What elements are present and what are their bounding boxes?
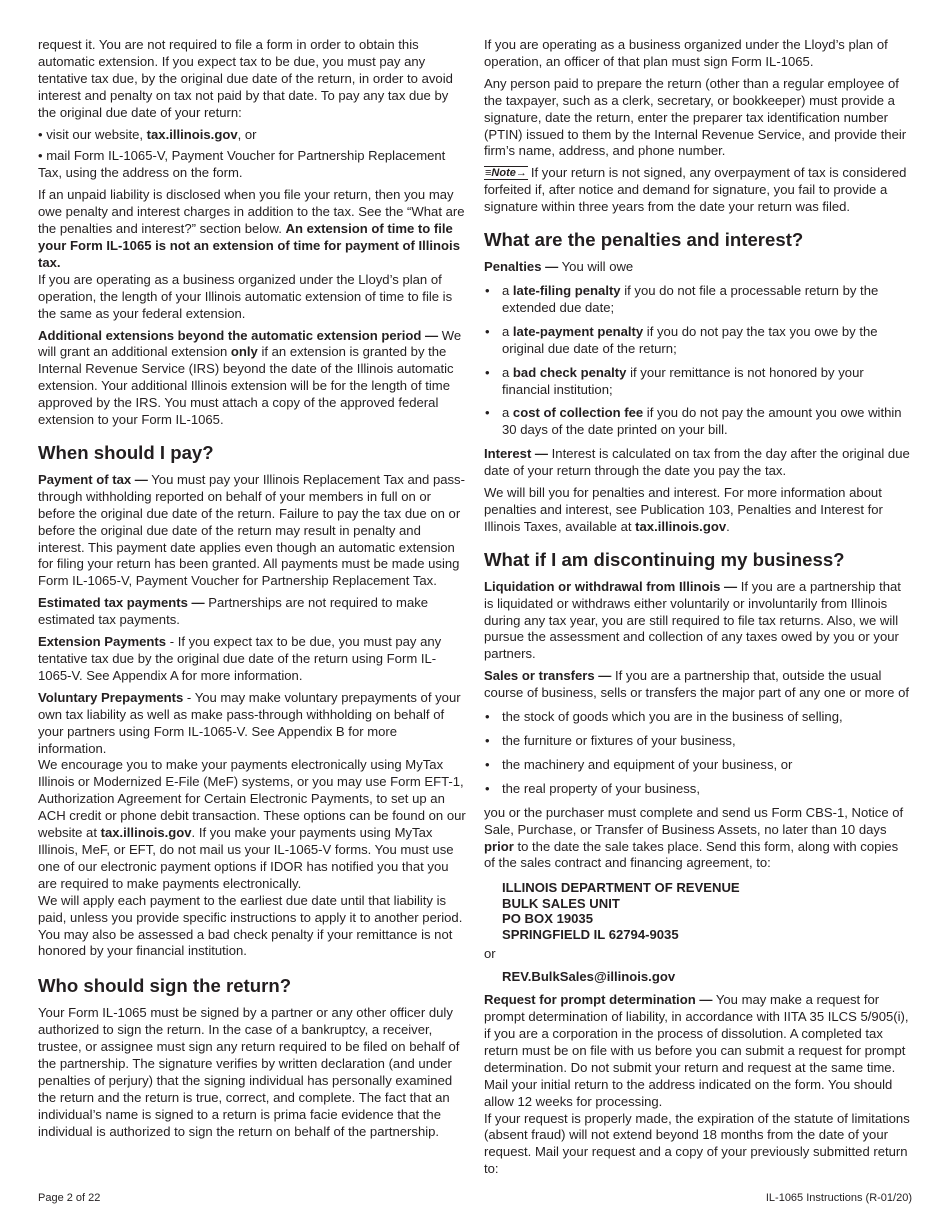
bullet-text: a (502, 323, 513, 339)
penalties-intro (484, 259, 912, 276)
paragraph-text: If you are a partnership that, outside the usual course of business, sells or transfers the major part of any one or more of (484, 668, 910, 701)
address-line: PO BOX 19035 (502, 911, 593, 927)
bullet-text: a (502, 282, 513, 298)
page-number: Page 2 of 22 (38, 1192, 101, 1204)
address-line: BULK SALES UNIT (502, 895, 620, 911)
list-item: • the machinery and equipment of your business, or (484, 757, 912, 774)
bullet-text: visit our website, (46, 126, 147, 142)
paragraph-text: Interest is calculated on tax from the day after the original due date of your return through the date you pay the tax. (484, 446, 910, 479)
or-text: or (484, 946, 496, 962)
website-link[interactable]: tax.illinois.gov (100, 825, 192, 841)
lloyds-sign-paragraph: If you are operating as a business organized under the Lloyd’s plan of operation, an officer of that plan must sign Form IL-1065. (484, 37, 888, 69)
bullet-text: if you do not pay the amount you owe within 30 days of the date printed on your bill. (502, 405, 902, 438)
section-heading-penalties: What are the penalties and interest? (484, 229, 804, 251)
left-column (38, 37, 466, 1146)
paragraph-text: We encourage you to make your payments electronically using MyTax Illinois or Modernized E-File (MeF) systems, or you may use Form EFT-1, Authorization Agreement for Certain Electronic Payments, to set up an ACH credit or phone debit transaction. These options can be found on our website at (38, 757, 466, 841)
statute-paragraph: If your request is properly made, the expiration of the statute of limitations (absent fraud) will not extend beyond 18 months from the date of your request. Mail your request and a copy of your previously submitted return to: (484, 1110, 910, 1177)
paragraph-bold-text: An extension of time to file your Form IL-1065 is not an extension of time for payment of Illinois tax. (38, 221, 460, 270)
voluntary-prepayments-paragraph (38, 690, 466, 758)
paragraph-bold-text: Interest — (484, 446, 549, 462)
bulk-sales-email-link[interactable]: REV.BulkSales@illinois.gov (502, 969, 676, 985)
list-item: • mail Form IL-1065-V, Payment Voucher for Partnership Replacement Tax, using the address on the form. (38, 148, 446, 181)
note-label: Note (491, 167, 516, 180)
bullet-bold-text: late-payment penalty (512, 323, 644, 339)
sales-transfers-paragraph (484, 668, 912, 702)
paragraph-bold-text: Request for prompt determination — (484, 992, 713, 1008)
liquidation-paragraph (484, 579, 912, 664)
paragraph-text: - You may make voluntary prepayments of your own tax liability as well as make pass-through withholding on behalf of your partners using Form IL-1065-V. See Appendix B for more information. (38, 689, 461, 756)
section-heading-who-sign: Who should sign the return? (38, 975, 292, 997)
paragraph-text: . (726, 518, 730, 534)
paragraph-text: You must pay your Illinois Replacement Tax and pass-through withholding reported on behalf of your members in full on or before the original due date of the return. Failure to pay the tax due on or before the original due date of the return may result in penalty and interest. This payment date applies even though an automatic extension for filing your return has been granted. All payments must be made using Form IL-1065-V, Payment Voucher for Partnership Replacement Tax. (38, 471, 465, 589)
document-id: IL-1065 Instructions (R-01/20) (765, 1192, 912, 1204)
paragraph-text: If your return is not signed, any overpayment of tax is considered forfeited if, after notice and demand for signature, you fail to provide a signature within three years from the date your return was filed. (484, 165, 907, 215)
paragraph-text: if an extension is granted by the Internal Revenue Service (IRS) beyond the date of the Illinois automatic extension. Your additional Illinois extension will be for the length of time approved by the IRS. You must attach a copy of the approved federal extension to your Form IL-1065. (38, 344, 454, 428)
paragraph-bold-text: Sales or transfers — (484, 668, 612, 684)
paragraph-text: . If you make your payments using MyTax Illinois, MeF, or EFT, do not mail us your IL-1065-V forms. You must use one of our electronic payment options if IDOR has notified you that you are required to make payments electronically. (38, 825, 454, 891)
list-item (484, 324, 912, 358)
section-heading-when-pay: When should I pay? (38, 441, 214, 463)
bullet-text: a (502, 405, 513, 421)
paragraph-text: - If you expect tax to be due, you must pay any tentative tax due by the original due date of the return using Form IL-1065-V. See Appendix A for more information. (38, 634, 442, 683)
bullet-text: a (502, 364, 513, 380)
paragraph-text: If you are a partnership that is liquidated or withdraws either voluntarily or involuntarily from Illinois during any tax year, you are still required to file tax returns. Also, we will pursue the assessment and collection of any taxes owed by you or your partners. (484, 578, 901, 662)
paragraph-bold-text: Extension Payments (38, 634, 167, 650)
paragraph-bold-text: Voluntary Prepayments (38, 689, 184, 705)
prompt-determination-paragraph (484, 992, 912, 1110)
note-icon: ≡Note→ (485, 167, 527, 180)
bullet-bold-text: bad check penalty (512, 364, 627, 380)
paragraph-text: We will bill you for penalties and interest. For more information about penalties and interest, see Publication 103, Penalties and Interest for Illinois Taxes, available at (484, 485, 883, 534)
paragraph-text: Partnerships are not required to make estimated tax payments. (38, 595, 429, 628)
preparer-paragraph: Any person paid to prepare the return (other than a regular employee of the taxpayer, such as a clerk, secretary, or bookkeeper) must provide a signature, date the return, enter the preparer tax identification number (PTIN) issued to them by the Internal Revenue Service, and provide their firm’s name, address, and phone number. (484, 75, 907, 159)
electronic-payments-paragraph (38, 757, 466, 892)
address-line: ILLINOIS DEPARTMENT OF REVENUE (502, 880, 740, 896)
paragraph-bold-text: Payment of tax — (38, 471, 148, 487)
list-item: • the real property of your business, (484, 781, 912, 798)
paragraph-text: You will owe (558, 259, 634, 275)
bullet-bold-text: cost of collection fee (512, 405, 644, 421)
bullet-text: mail Form IL-1065-V, Payment Voucher for Partnership Replacement Tax, using the address on the form. (38, 148, 446, 181)
bullet-bold-text: late-filing penalty (512, 282, 621, 298)
paragraph-bold-text: Estimated tax payments — (38, 595, 205, 611)
list-item (484, 405, 912, 439)
note-paragraph (484, 165, 912, 216)
cbs-form-paragraph (484, 805, 912, 873)
paragraph-bold-text: Liquidation or withdrawal from Illinois — (484, 578, 738, 594)
paragraph-text: you or the purchaser must complete and send us Form CBS-1, Notice of Sale, Purchase, or Transfer of Business Assets, no later than 10 days (484, 804, 904, 837)
bullet-text: if you do not file a processable return by the extended due date; (502, 282, 879, 315)
additional-extensions-paragraph (38, 328, 466, 429)
paragraph-text: to the date the sale takes place. Send this form, along with copies of the sales contract and financing agreement, to: (484, 838, 899, 871)
bullet-text: , or (237, 126, 257, 142)
list-item (484, 283, 912, 317)
lloyds-extension-paragraph: If you are operating as a business organized under the Lloyd’s plan of operation, the length of your Illinois automatic extension of time to file is the same as your federal extension. (38, 271, 453, 321)
bullet-text: if you do not pay the tax you owe by the original due date of the return; (502, 323, 878, 356)
payment-of-tax-paragraph (38, 472, 466, 590)
paragraph-bold-text: Penalties — (484, 259, 559, 275)
unpaid-liability-paragraph (38, 187, 466, 272)
address-line: SPRINGFIELD IL 62794-9035 (502, 926, 679, 942)
apply-payment-paragraph: We will apply each payment to the earliest due date until that liability is paid, unless you provide specific instructions to apply it to another period. You may also be assessed a bad check penalty if your remittance is not honored by your financial institution. (38, 892, 463, 959)
list-item: • the stock of goods which you are in the business of selling, (484, 709, 912, 726)
bullet-text: if your remittance is not honored by your financial institution; (502, 364, 864, 397)
estimated-payments-paragraph (38, 595, 466, 629)
paragraph-text: If an unpaid liability is disclosed when you file your return, then you may owe penalty and interest charges in addition to the tax. See the “What are the penalties and interest?” section below. (38, 187, 465, 237)
extension-payments-paragraph (38, 634, 466, 685)
billing-paragraph (484, 485, 912, 536)
mailing-address (502, 880, 912, 942)
paragraph-bold-text: Additional extensions beyond the automatic extension period — (38, 327, 439, 343)
list-item (484, 365, 912, 399)
section-heading-discontinuing: What if I am discontinuing my business? (484, 548, 845, 570)
website-link[interactable]: tax.illinois.gov (635, 518, 727, 534)
paragraph-bold-text: prior (484, 838, 514, 854)
list-item: • visit our website, tax.illinois.gov, or (38, 126, 257, 142)
website-link[interactable]: tax.illinois.gov (146, 126, 238, 142)
interest-paragraph (484, 446, 912, 480)
extension-intro-paragraph: request it. You are not required to file a form in order to obtain this automatic extension. If you expect tax to be due, you must pay any tentative tax due, by the original due date of the return, in order to avoid interest and penalty on tax not paid by that date. To pay any tax due by the original due date of your return: (38, 37, 453, 120)
list-item: • the furniture or fixtures of your business, (484, 733, 912, 750)
paragraph-text: We will grant an additional extension (38, 327, 462, 360)
right-column (484, 37, 912, 1183)
paragraph-text: You may make a request for prompt determination of liability, in accordance with IITA 35 ILCS 5/905(i), if you are a corporation in the process of dissolution. A completed tax return must be on file with us before you can submit a request for prompt determination. Do not submit your return and request at the same time. Mail your initial return to the address indicated on the form. You should allow 12 weeks for processing. (484, 992, 909, 1109)
paragraph-bold-text: only (230, 344, 258, 360)
signature-paragraph: Your Form IL-1065 must be signed by a partner or any other officer duly authorized to sign the return. In the case of a bankruptcy, a receiver, trustee, or assignee must sign any return required to be filed on behalf of the partnership. The signature verifies by written declaration (and under penalties of perjury) that the signing individual has personally examined the return and the return is true, correct, and complete. The fact that an individual’s name is signed to a return is prima facie evidence that the individual is authorized to sign the return on behalf of the partnership. (38, 1005, 460, 1139)
